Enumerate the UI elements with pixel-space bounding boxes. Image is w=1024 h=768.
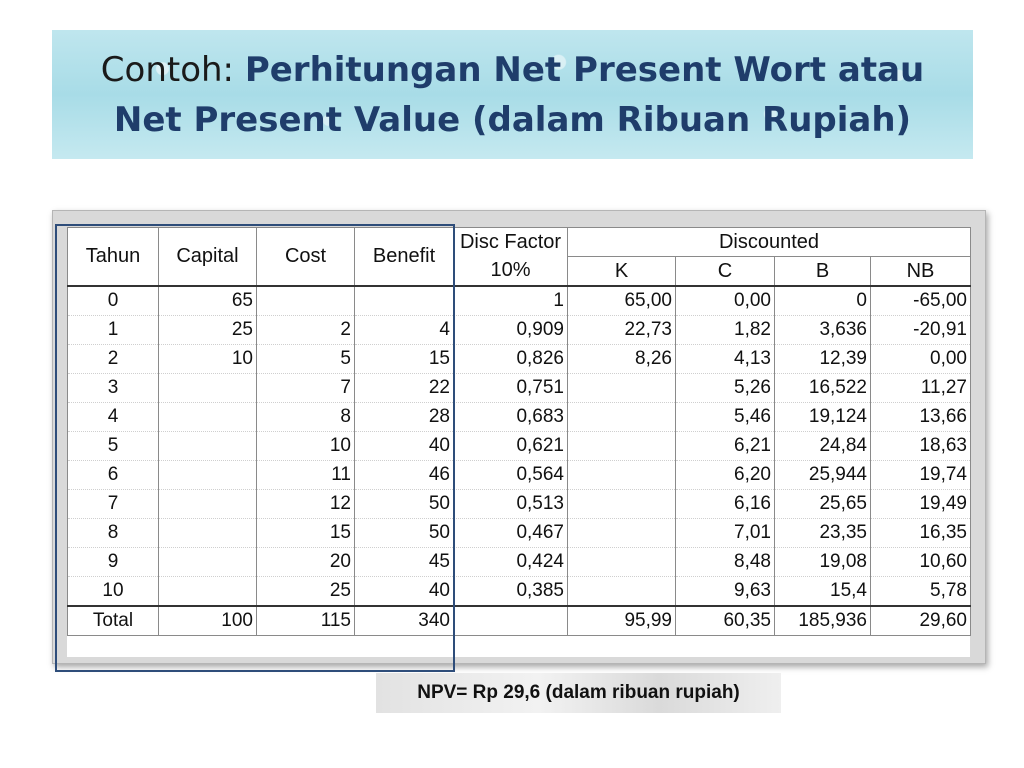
- cell-b: 12,39: [775, 345, 871, 374]
- cell-benefit: 40: [355, 577, 454, 607]
- cell-capital: 65: [159, 286, 257, 316]
- cell-b: 15,4: [775, 577, 871, 607]
- cell-benefit: 46: [355, 461, 454, 490]
- title-prefix: Contoh:: [100, 49, 245, 90]
- table-row: [68, 432, 971, 461]
- cell-k: [568, 374, 676, 403]
- cell-c: 9,63: [676, 577, 775, 607]
- cell-nb: 13,66: [871, 403, 971, 432]
- cell-k: [568, 577, 676, 607]
- cell-b: 19,08: [775, 548, 871, 577]
- cell-benefit: [355, 286, 454, 316]
- cell-benefit: 50: [355, 490, 454, 519]
- cell-b: 16,522: [775, 374, 871, 403]
- cell-capital: [159, 577, 257, 607]
- cell-capital: 10: [159, 345, 257, 374]
- table-row: [68, 403, 971, 432]
- table-row: [68, 286, 971, 316]
- cell-tahun: 0: [68, 286, 159, 316]
- title-banner: [52, 30, 973, 159]
- total-df: [454, 606, 568, 636]
- cell-df: 0,909: [454, 316, 568, 345]
- cell-df: 0,621: [454, 432, 568, 461]
- total-benefit: 340: [355, 606, 454, 636]
- cell-df: 1: [454, 286, 568, 316]
- table-row: [68, 548, 971, 577]
- cell-nb: -20,91: [871, 316, 971, 345]
- cell-tahun: 4: [68, 403, 159, 432]
- cell-b: 19,124: [775, 403, 871, 432]
- table-row: [68, 345, 971, 374]
- table-row: [68, 316, 971, 345]
- total-cost: 115: [257, 606, 355, 636]
- cell-df: 0,385: [454, 577, 568, 607]
- cell-df: 0,751: [454, 374, 568, 403]
- cell-cost: 12: [257, 490, 355, 519]
- header-tahun: Tahun: [68, 228, 159, 287]
- cell-cost: [257, 286, 355, 316]
- cell-k: 8,26: [568, 345, 676, 374]
- cell-benefit: 28: [355, 403, 454, 432]
- cell-c: 6,20: [676, 461, 775, 490]
- cell-benefit: 50: [355, 519, 454, 548]
- header-k: K: [568, 257, 676, 287]
- total-k: 95,99: [568, 606, 676, 636]
- header-b: B: [775, 257, 871, 287]
- cell-b: 25,65: [775, 490, 871, 519]
- cell-b: 25,944: [775, 461, 871, 490]
- cell-df: 0,826: [454, 345, 568, 374]
- cell-benefit: 40: [355, 432, 454, 461]
- table-row: [68, 374, 971, 403]
- cell-tahun: 6: [68, 461, 159, 490]
- cell-c: 4,13: [676, 345, 775, 374]
- total-nb: 29,60: [871, 606, 971, 636]
- cell-k: [568, 548, 676, 577]
- cell-k: 65,00: [568, 286, 676, 316]
- cell-cost: 5: [257, 345, 355, 374]
- cell-b: 0: [775, 286, 871, 316]
- cell-capital: [159, 548, 257, 577]
- cell-benefit: 15: [355, 345, 454, 374]
- header-disc-factor: Disc Factor: [454, 228, 568, 257]
- cell-c: 1,82: [676, 316, 775, 345]
- cell-nb: 16,35: [871, 519, 971, 548]
- header-discounted: Discounted: [568, 228, 971, 257]
- cell-nb: 19,74: [871, 461, 971, 490]
- table-row: [68, 577, 971, 607]
- cell-k: [568, 490, 676, 519]
- cell-c: 6,21: [676, 432, 775, 461]
- slide-title: [63, 45, 963, 145]
- header-cost: Cost: [257, 228, 355, 287]
- cell-capital: [159, 432, 257, 461]
- cell-k: [568, 519, 676, 548]
- header-c: C: [676, 257, 775, 287]
- cell-tahun: 3: [68, 374, 159, 403]
- cell-c: 6,16: [676, 490, 775, 519]
- cell-cost: 7: [257, 374, 355, 403]
- cell-cost: 25: [257, 577, 355, 607]
- header-capital: Capital: [159, 228, 257, 287]
- table-row: [68, 490, 971, 519]
- cell-tahun: 5: [68, 432, 159, 461]
- spreadsheet-area: [67, 227, 970, 657]
- cell-tahun: 1: [68, 316, 159, 345]
- cell-k: [568, 461, 676, 490]
- table-row: [68, 519, 971, 548]
- cell-cost: 15: [257, 519, 355, 548]
- cell-nb: 10,60: [871, 548, 971, 577]
- cell-cost: 10: [257, 432, 355, 461]
- cell-tahun: 8: [68, 519, 159, 548]
- header-nb: NB: [871, 257, 971, 287]
- cell-tahun: 9: [68, 548, 159, 577]
- cell-nb: 18,63: [871, 432, 971, 461]
- total-c: 60,35: [676, 606, 775, 636]
- cell-benefit: 45: [355, 548, 454, 577]
- cell-k: 22,73: [568, 316, 676, 345]
- cell-capital: [159, 403, 257, 432]
- table-body: [68, 286, 971, 606]
- cell-capital: [159, 519, 257, 548]
- total-b: 185,936: [775, 606, 871, 636]
- table-row: [68, 461, 971, 490]
- cell-df: 0,513: [454, 490, 568, 519]
- cell-capital: 25: [159, 316, 257, 345]
- total-row: [68, 606, 971, 636]
- cell-b: 24,84: [775, 432, 871, 461]
- cell-df: 0,564: [454, 461, 568, 490]
- cell-c: 5,26: [676, 374, 775, 403]
- cell-nb: -65,00: [871, 286, 971, 316]
- cell-nb: 19,49: [871, 490, 971, 519]
- cell-tahun: 7: [68, 490, 159, 519]
- cell-cost: 20: [257, 548, 355, 577]
- cell-benefit: 4: [355, 316, 454, 345]
- cell-b: 23,35: [775, 519, 871, 548]
- cell-capital: [159, 461, 257, 490]
- cell-c: 0,00: [676, 286, 775, 316]
- cell-nb: 0,00: [871, 345, 971, 374]
- npv-note: NPV= Rp 29,6 (dalam ribuan rupiah): [376, 673, 781, 713]
- cell-df: 0,424: [454, 548, 568, 577]
- cell-benefit: 22: [355, 374, 454, 403]
- cell-cost: 8: [257, 403, 355, 432]
- title-emphasis: Perhitungan Net Present Wort atau Net Present Value (dalam Ribuan Rupiah): [113, 49, 925, 140]
- cell-cost: 2: [257, 316, 355, 345]
- total-capital: 100: [159, 606, 257, 636]
- cell-tahun: 2: [68, 345, 159, 374]
- cell-capital: [159, 490, 257, 519]
- cell-b: 3,636: [775, 316, 871, 345]
- cell-c: 7,01: [676, 519, 775, 548]
- cell-df: 0,467: [454, 519, 568, 548]
- cell-nb: 11,27: [871, 374, 971, 403]
- total-label: Total: [68, 606, 159, 636]
- cell-k: [568, 432, 676, 461]
- cell-tahun: 10: [68, 577, 159, 607]
- cell-nb: 5,78: [871, 577, 971, 607]
- npv-table: [67, 227, 971, 636]
- header-benefit: Benefit: [355, 228, 454, 287]
- cell-cost: 11: [257, 461, 355, 490]
- cell-capital: [159, 374, 257, 403]
- cell-c: 8,48: [676, 548, 775, 577]
- cell-c: 5,46: [676, 403, 775, 432]
- header-disc-rate: 10%: [454, 257, 568, 287]
- cell-k: [568, 403, 676, 432]
- spreadsheet-panel: [52, 210, 986, 664]
- cell-df: 0,683: [454, 403, 568, 432]
